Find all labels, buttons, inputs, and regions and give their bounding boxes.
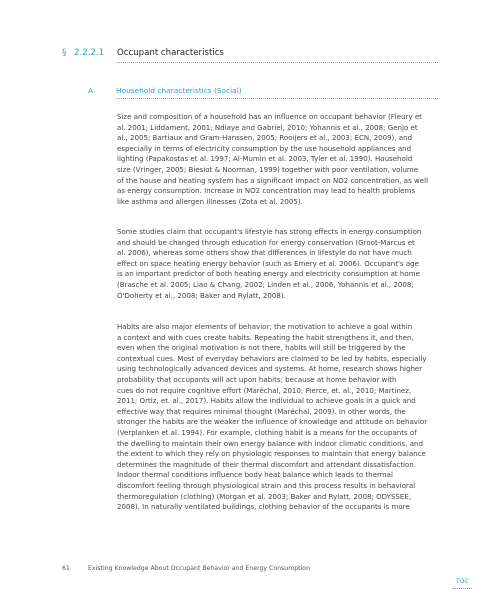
- text-line: even when the original motivation is not there, habits will still be triggered by the: [117, 343, 406, 353]
- section-divider: [117, 62, 438, 63]
- paragraph-1: [117, 112, 447, 207]
- text-line: a context and with cues create habits. Repeating the habit strengthens it, and then,: [117, 332, 414, 342]
- subsection-divider: [117, 98, 438, 99]
- text-line: O'Doherty et al., 2008; Baker and Rylatt, 2008).: [117, 290, 286, 300]
- text-line: al., 2005; Bartiaux and Gram-Hanssen, 2005; Rooijers et al., 2003; ECN, 2009), and: [117, 133, 413, 143]
- text-line: like asthma and allergen illnesses (Zota et al. 2005).: [117, 196, 303, 206]
- text-line: stronger the habits are the weaker the influence of knowledge and attitude on behavior: [117, 417, 428, 427]
- text-line: lighting (Papakostas et al. 1997; Al-Mumin et al. 2003, Tyler et al. 1990). Household: [117, 154, 413, 164]
- text-line: 2011; Ortiz, et. al., 2017). Habits allow the individual to achieve goals in a quick and: [117, 396, 416, 406]
- paragraph-3: [117, 322, 447, 513]
- text-line: of the house and heating system has a significant impact on NO2 concentration, as well: [117, 175, 429, 185]
- text-line: as energy consumption. Increase in NO2 concentration may lead to health problems: [117, 186, 416, 196]
- text-line: al. 2001; Liddament, 2001; Ndiaye and Gabriel, 2010; Yohannis et al., 2008; Genjo et: [117, 122, 418, 132]
- text-line: Indoor thermal conditions influence body heat balance which leads to thermal: [117, 470, 393, 480]
- section-number: 2.2.2.1: [74, 48, 105, 58]
- text-line: effective way that requires minimal thought (Maréchal, 2009). In other words, the: [117, 406, 406, 416]
- text-line: (Brasche et al. 2005; Liao & Chang, 2002; Linden et al., 2006, Yohannis et al., 2008;: [117, 279, 414, 289]
- text-line: the extent to which they rely on physiologic responses to maintain that energy balance: [117, 449, 426, 459]
- text-line: effect on space heating energy behavior (such as Emery et al. 2006). Occupant's age: [117, 258, 419, 268]
- text-line: is an important predictor of both heating energy and electricity consumption at home: [117, 269, 420, 279]
- text-line: contextual cues. Most of everyday behaviors are claimed to be led by habits, especially: [117, 353, 427, 363]
- subsection-title: Household characteristics (Social): [116, 86, 242, 95]
- text-line: Some studies claim that occupant's lifestyle has strong effects in energy consumption: [117, 227, 422, 236]
- text-line: especially in terms of electricity consumption by the use household appliances and: [117, 143, 412, 153]
- text-line: the dwelling to maintain their own energy balance with indoor climatic conditions, and: [117, 438, 423, 448]
- text-line: Habits are also major elements of behavior; the motivation to achieve a goal within: [117, 322, 413, 331]
- text-line: discomfort feeling through physiological strain and this process results in behavioral: [117, 480, 416, 490]
- text-line: thermoregulation (clothing) (Morgan et al. 2003; Baker and Rylatt, 2008; ODYSSEE,: [117, 491, 412, 501]
- text-line: 2008). In naturally ventilated buildings, clothing behavior of the occupants is more: [117, 502, 410, 512]
- text-line: determines the magnitude of their thermal discomfort and attendant dissatisfaction.: [117, 459, 416, 469]
- text-line: al. 2006), whereas some others show that differences in lifestyle do not have much: [117, 248, 412, 258]
- subsection-heading: [88, 86, 438, 98]
- text-line: using technologically advanced devices and systems. At home, research shows higher: [117, 364, 423, 374]
- text-line: Size and composition of a household has an influence on occupant behavior (Fleury et: [117, 112, 422, 121]
- text-line: cues do not require cognitive effort (Maréchal, 2010; Pierce, et. al., 2010; Martinez,: [117, 385, 412, 395]
- text-line: size (Vringer, 2005; Biesiot & Noorman, 1999) together with poor ventilation, volume: [117, 164, 419, 174]
- text-line: probability that occupants will act upon habits; because at home behavior with: [117, 374, 397, 384]
- toc-divider: [452, 588, 472, 589]
- text-line: and should be changed through education for energy conservation (Groot-Marcus et: [117, 237, 415, 247]
- section-symbol: §: [62, 48, 67, 58]
- page-number: 61: [62, 565, 70, 572]
- running-title: Existing Knowledge About Occupant Behavior and Energy Consumption: [88, 565, 311, 572]
- text-line: (Verplanken et al. 1994). For example, clothing habit is a means for the occupants of: [117, 427, 417, 437]
- subsection-letter: A: [88, 86, 94, 95]
- paragraph-2: [117, 227, 447, 301]
- section-title: Occupant characteristics: [117, 48, 224, 58]
- toc-link[interactable]: TOC: [456, 578, 469, 585]
